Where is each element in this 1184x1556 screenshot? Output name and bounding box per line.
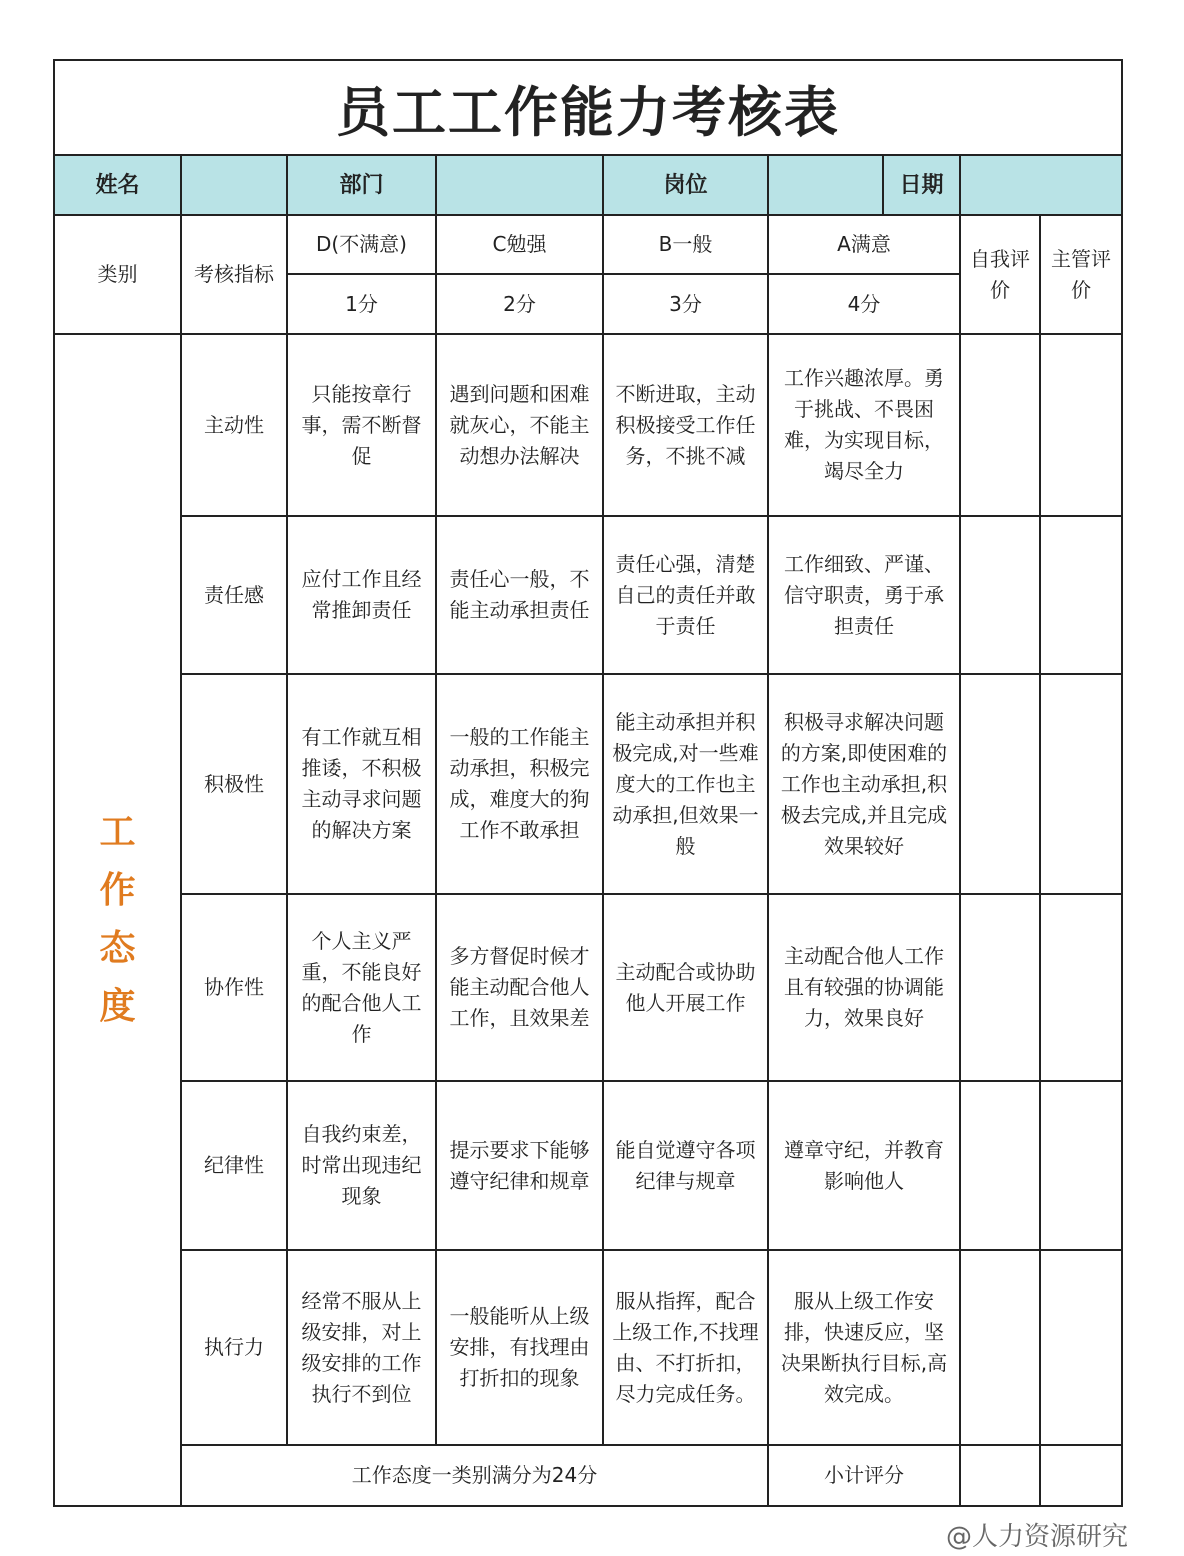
indicator-cell: 积极性	[182, 675, 288, 895]
level-d-desc: 经常不服从上级安排，对上级安排的工作执行不到位	[288, 1251, 437, 1446]
category-cell	[55, 335, 182, 1505]
level-c-desc: 一般能听从上级安排，有找理由打折扣的现象	[437, 1251, 604, 1446]
level-b-desc: 主动配合或协助他人开展工作	[604, 895, 769, 1082]
manager-eval-header: 主管评价	[1041, 216, 1121, 335]
level-b-desc: 不断进取，主动积极接受工作任务，不挑不减	[604, 335, 769, 517]
level-d-desc: 应付工作且经常推卸责任	[288, 517, 437, 675]
level-a-desc: 积极寻求解决问题的方案,即使困难的工作也主动承担,积极去完成,并且完成效果较好	[769, 675, 961, 895]
self-eval-cell	[961, 1251, 1041, 1446]
date-value	[961, 156, 1121, 216]
post-value	[769, 156, 884, 216]
level-c-desc: 责任心一般，不能主动承担责任	[437, 517, 604, 675]
self-eval-cell	[961, 1082, 1041, 1251]
category-char: 度	[99, 986, 136, 1027]
level-c-desc: 一般的工作能主动承担，积极完成，难度大的狗工作不敢承担	[437, 675, 604, 895]
level-a-desc: 服从上级工作安排，快速反应，坚决果断执行目标,高效完成。	[769, 1251, 961, 1446]
score-header: 1分	[288, 275, 437, 335]
self-eval-cell	[961, 517, 1041, 675]
self-eval-cell	[961, 675, 1041, 895]
category-char: 工	[99, 812, 136, 853]
level-a-desc: 遵章守纪，并教育影响他人	[769, 1082, 961, 1251]
assessment-form	[53, 59, 1123, 1507]
subtotal-label: 小计评分	[769, 1446, 961, 1505]
category-char: 作	[99, 870, 136, 911]
dept-value	[437, 156, 604, 216]
indicator-cell: 执行力	[182, 1251, 288, 1446]
indicator-header: 考核指标	[182, 216, 288, 335]
watermark-text: @人力资源研究	[946, 1522, 1129, 1552]
category-char: 态	[99, 928, 136, 969]
name-label: 姓名	[55, 156, 182, 216]
manager-eval-cell	[1041, 1251, 1121, 1446]
form-title: 员工工作能力考核表	[336, 81, 840, 144]
indicator-cell: 主动性	[182, 335, 288, 517]
level-d-desc: 个人主义严重，不能良好的配合他人工作	[288, 895, 437, 1082]
self-eval-cell	[961, 335, 1041, 517]
level-c-desc: 提示要求下能够遵守纪律和规章	[437, 1082, 604, 1251]
score-header: 2分	[437, 275, 604, 335]
level-b-desc: 能自觉遵守各项纪律与规章	[604, 1082, 769, 1251]
level-a-desc: 工作细致、严谨、信守职责，勇于承担责任	[769, 517, 961, 675]
subtotal-self	[961, 1446, 1041, 1505]
name-value	[182, 156, 288, 216]
indicator-cell: 责任感	[182, 517, 288, 675]
level-b-desc: 能主动承担并积极完成,对一些难度大的工作也主动承担,但效果一般	[604, 675, 769, 895]
level-header: A满意	[769, 216, 961, 275]
manager-eval-cell	[1041, 895, 1121, 1082]
level-a-desc: 主动配合他人工作且有较强的协调能力，效果良好	[769, 895, 961, 1082]
level-b-desc: 服从指挥，配合上级工作,不找理由、不打折扣，尽力完成任务。	[604, 1251, 769, 1446]
indicator-cell: 协作性	[182, 895, 288, 1082]
level-header: B一般	[604, 216, 769, 275]
level-c-desc: 遇到问题和困难就灰心，不能主动想办法解决	[437, 335, 604, 517]
level-d-desc: 只能按章行事，需不断督促	[288, 335, 437, 517]
level-b-desc: 责任心强，清楚自己的责任并敢于责任	[604, 517, 769, 675]
subtotal-manager	[1041, 1446, 1121, 1505]
indicator-cell: 纪律性	[182, 1082, 288, 1251]
level-c-desc: 多方督促时候才能主动配合他人工作，且效果差	[437, 895, 604, 1082]
category-header: 类别	[55, 216, 182, 335]
self-eval-header: 自我评价	[961, 216, 1041, 335]
manager-eval-cell	[1041, 1082, 1121, 1251]
level-header: C勉强	[437, 216, 604, 275]
level-a-desc: 工作兴趣浓厚。勇于挑战、不畏困难，为实现目标，竭尽全力	[769, 335, 961, 517]
level-d-desc: 自我约束差，时常出现违纪现象	[288, 1082, 437, 1251]
manager-eval-cell	[1041, 517, 1121, 675]
post-label: 岗位	[604, 156, 769, 216]
date-label: 日期	[884, 156, 961, 216]
self-eval-cell	[961, 895, 1041, 1082]
level-d-desc: 有工作就互相推诿，不积极主动寻求问题的解决方案	[288, 675, 437, 895]
level-header: D(不满意)	[288, 216, 437, 275]
manager-eval-cell	[1041, 675, 1121, 895]
dept-label: 部门	[288, 156, 437, 216]
score-header: 4分	[769, 275, 961, 335]
manager-eval-cell	[1041, 335, 1121, 517]
score-header: 3分	[604, 275, 769, 335]
footer-note: 工作态度一类别满分为24分	[182, 1446, 769, 1505]
